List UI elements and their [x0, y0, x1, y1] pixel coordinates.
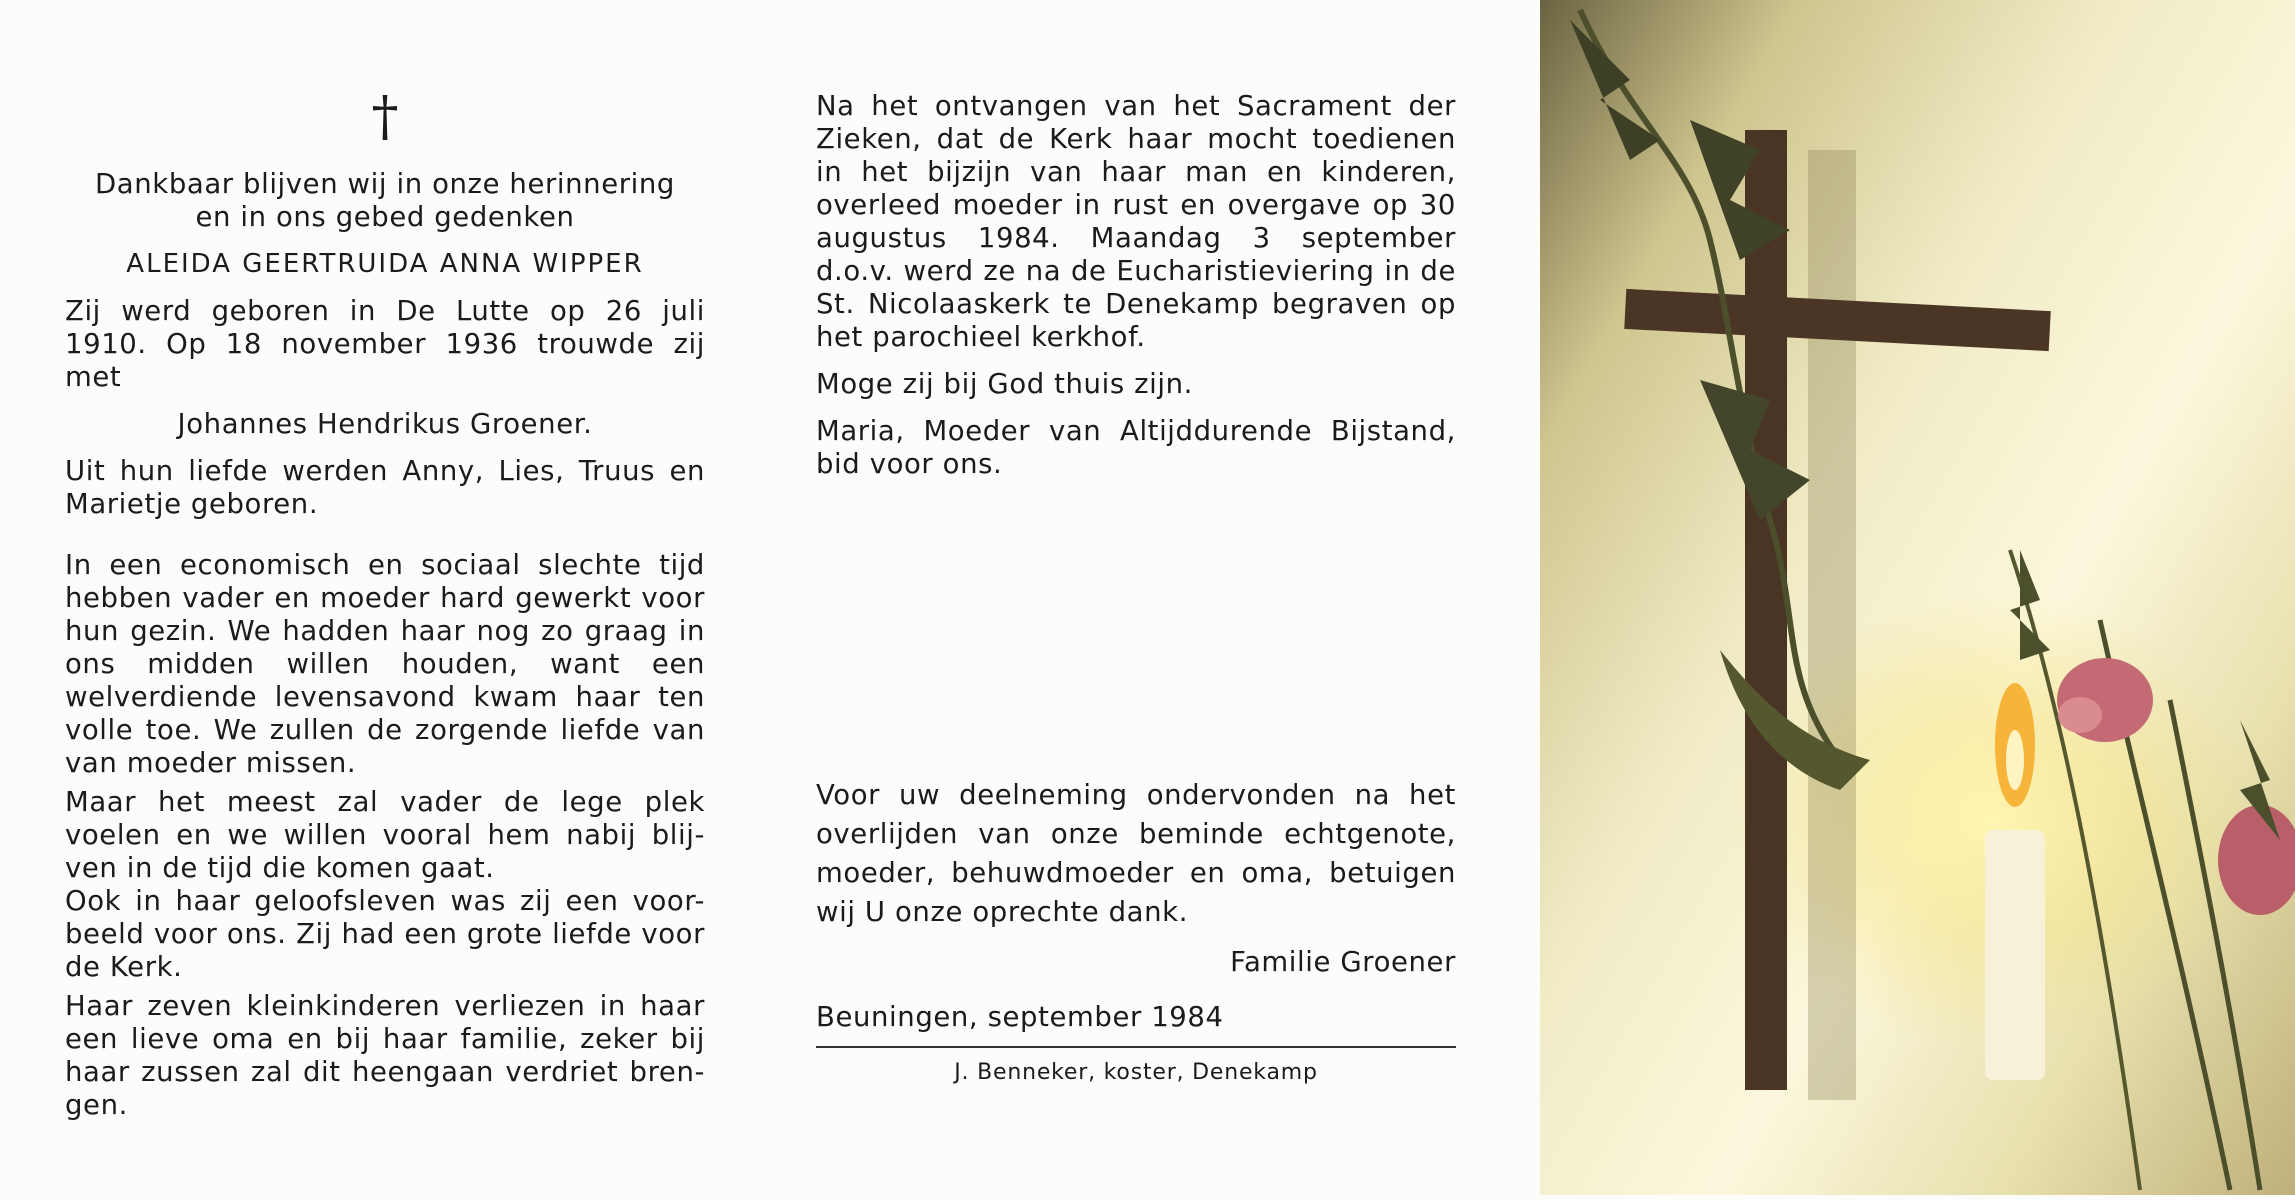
photo-illustration [1540, 0, 2295, 1195]
intro-line-2: en in ons gebed gedenken [195, 201, 575, 233]
children-text: Uit hun liefde werden Anny, Lies, Truus en Marietje geboren. [65, 455, 705, 520]
cross-vertical-beam [1745, 130, 1787, 1090]
death-paragraph: Na het ontvangen van het Sacrament der Zieken, dat de Kerk haar mocht toedienen in het bijzijn van haar man en kinderen, overleed moeder in rust en overgave op 30 augustus 1984. Maandag 3 september d.o.v. werd ze na de Eucharistieviering in de St. Nicolaaskerk te Denekamp begraven op het parochieel kerkhof. [816, 90, 1456, 353]
grandchildren-paragraph: Haar zeven kleinkinderen verliezen in haar een lieve oma en bij haar familie, zeker bij haar zussen zal dit heengaan verdriet bren-gen. [65, 990, 705, 1121]
deceased-name: ALEIDA GEERTRUIDA ANNA WIPPER [126, 249, 644, 279]
cross-candle-photo [1540, 0, 2295, 1195]
life-paragraph: In een economisch en sociaal slechte tijd hebben vader en moeder hard gewerkt voor hun gezin. We hadden haar nog zo graag in ons midden willen houden, want een welverdiende levensavond kwam haar ten volle toe. We zullen de zorgende liefde van van moeder missen. [65, 549, 705, 779]
thistle-leaf [1570, 20, 1660, 160]
printer-credit: J. Benneker, koster, Denekamp [954, 1060, 1318, 1085]
husband-name: Johannes Hendrikus Groener. [177, 408, 593, 440]
candle [1985, 830, 2045, 1080]
father-paragraph: Maar het meest zal vader de lege plek voelen en we willen vooral hem nabij blij-ven in de tijd die komen gaat. [65, 786, 705, 884]
faith-paragraph: Ook in haar geloofsleven was zij een voor-beeld voor ons. Zij had een grote liefde voor de Kerk. [65, 885, 705, 983]
flower [2058, 697, 2102, 733]
cross-icon: † [371, 85, 399, 148]
divider-line [816, 1046, 1456, 1048]
intro-line-1: Dankbaar blijven wij in onze herinnering [95, 168, 675, 200]
cross-shadow [1808, 150, 1856, 1100]
birth-text: Zij werd geboren in De Lutte op 26 juli 1910. Op 18 november 1936 trouwde zij met [65, 295, 705, 393]
thanks-paragraph: Voor uw deelneming ondervonden na het overlijden van onze beminde echtgenote, moeder, behuwdmoeder en oma, betuigen wij U onze oprechte dank. [816, 779, 1456, 928]
family-signature: Familie Groener [1230, 946, 1456, 978]
candle-flame-core [2006, 730, 2024, 790]
right-panel [816, 90, 1456, 1089]
invocation-text: Maria, Moeder van Altijddurende Bijstand, bid voor ons. [816, 415, 1456, 480]
left-panel [65, 85, 705, 1122]
prayer-line: Moge zij bij God thuis zijn. [816, 368, 1193, 400]
place-date: Beuningen, september 1984 [816, 1001, 1224, 1033]
